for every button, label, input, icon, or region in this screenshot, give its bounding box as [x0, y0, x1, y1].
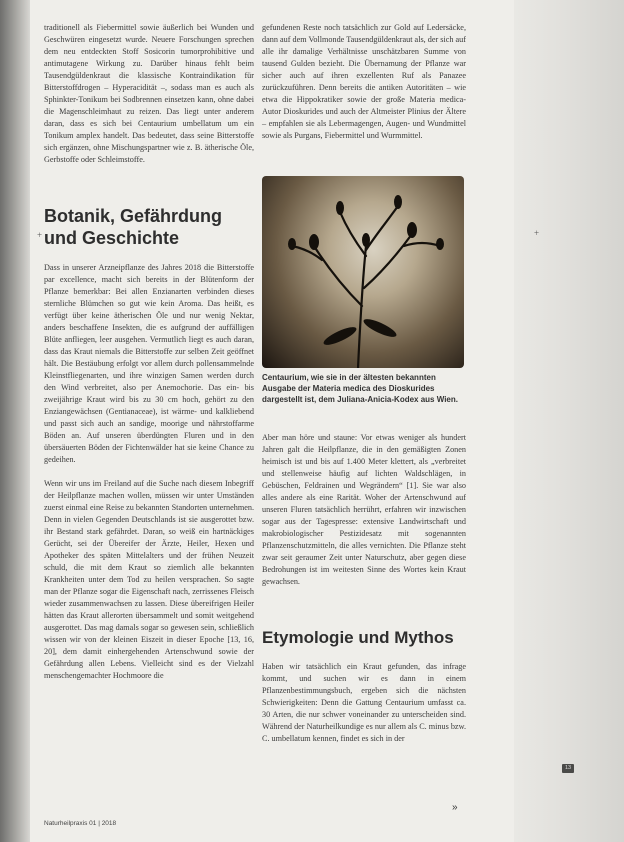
paragraph: Wenn wir uns im Freiland auf die Suche nach diesem Inbegriff der Heilpflanze machen wollen, müssen wir unter Umständen zuerst einmal eine Reise zu bekannten Standorten unternehmen. Denn in vielen Gegenden Deutschlands ist sie ausgerottet bzw. ihr Bestand stark gefährdet. Daran, so weiß ein hartnäckiges Gerücht, sei der Übereifer der Ärzte, Heiler, Hexen und Apotheker des späten Mittelalters und der frühen Neuzeit schuld, die mit dem Kraut so ziemlich alle bekannten Krankheiten unter dem Tod zu heilen versprachen. So sagte man der Pflanze sogar die Eigenschaft nach, zerrissenes Fleisch wieder zusammenwachsen zu lassen. Diese übereifrigen Heiler hätten das Kraut allerorten übersammelt und somit weitgehend ausgerottet. Das mag damals sogar so gewesen sein, schließlich wissen wir von der kleinen Eiszeit in dieser Epoche [13, 16, 20], dem damit einhergehenden Artenschwund sowie der Gefährdung allen Lebens. Vielleicht sind es der Vielzahl menschengemachter Hochmoore die: [44, 479, 254, 680]
paragraph: Aber man höre und staune: Vor etwas weniger als hundert Jahren galt die Heilpflanze, die in den gemäßigten Zonen heimisch ist und bis auf 1.400 Meter klettert, als „verbreitet und stellenweise häufig auf lichten Waldschlägen, in Gebüschen, Feldrainen und Wegrändern“ [1]. Sie war also alles andere als eine Rarität. Woher der Artenschwund auf unseren Fluren tatsächlich herrührt, erfahren wir inzwischen sogar aus der Tagespresse: extensive Landwirtschaft und makrobiologischer Pestizidesatz mit sogenannten Pflanzenschutzmitteln, die alles vernichten. Die Pflanze steht zwar seit geraumer Zeit unter Naturschutz, aber gegen diese Bedrohungen ist im weitesten Sinne des Wortes kein Kraut gewachsen.: [262, 433, 466, 586]
photo-caption: Centaurium, wie sie in der ältesten bekannten Ausgabe der Materia medica des Dioskurides dargestellt ist, dem Juliana-Anicia-Kodex aus Wien.: [262, 373, 458, 404]
continue-arrow-icon: »: [452, 802, 458, 813]
paragraph: Dass in unserer Arzneipflanze des Jahres 2018 die Bitterstoffe par excellence, macht sich bereits in der Blütenform der Pflanze bemerkbar: Bei allen Enzianarten verbinden dieses sternliche Blümchen so gut wie kein Aroma. Das heißt, es verfügt über keine ätherischen Öle und nur wenig Nektar, anders beschaffene Insekten, die es aufgrund der auffälligen Blüte anfliegen, leer ausgehen. Vermutlich liegt es auch daran, dass das Kraut niemals die Bitterstoffe zur selben Zeit geöffnet hält. Die Bestäubung erfolgt vor allem durch pollensammelnde Kleinstfliegenarten, und ihre winzigen Samen werden durch den Wind verbreitet, also per Anemochorie. Das ein- bis zweijährige Kraut wird bis zu 30 cm hoch, gehört zu den Enziangewächsen (Gentianaceae), ist wärme- und kalkliebend und passt sich auch an sandige, moorige und nährstoffarme Böden an. Auf unseren überdüngten Fluren und in den übersäuerten Böden der Fichtenwälder hat sie keine Chance zu gedeihen.: [44, 263, 254, 464]
footer-publication: Naturheilpraxis 01 | 2018: [44, 820, 117, 827]
page-number: 13: [562, 764, 574, 773]
text-column-right-top: [262, 22, 466, 154]
centaurium-photo: [262, 176, 464, 368]
text-column-right-bottom: [262, 661, 466, 757]
text-column-right-mid: [262, 432, 466, 600]
section-heading-etymologie: Etymologie und Mythos: [262, 628, 454, 647]
crop-mark-icon: +: [534, 228, 540, 238]
next-page-edge: [514, 0, 624, 842]
text-column-left-top: [44, 22, 254, 178]
plant-illustration-icon: [262, 176, 464, 368]
paragraph: gefundenen Reste noch tatsächlich zur Gold auf Ledersäcke, dann auf dem Vollmonde Tausendgüldenkraut als, der sich auf alle ihr damalige Verhältnisse unschätzbaren Summe von tausend Gulden bezieht. Die Übernamung der Pflanze war sicher auch auf ihren exzellenten Ruf als Panazee zurückzuführen. Denn bereits die antiken Autoritäten – wie etwa die Hippokratiker sowie der große Materia medica-Autor Dioskurides und auch der Altmeister Plinius der Ältere – empfahlen sie als Lebermagengen, Augen- und Wundmittel sowie als Purgans, Fiebermittel und Wurmmittel.: [262, 23, 466, 140]
paragraph: Haben wir tatsächlich ein Kraut gefunden, das infrage kommt, und suchen wir es dann in einem Pflanzenbestimmungsbuch, ergeben sich die nächsten Schwierigkeiten: Denn die Gattung Centaurium umfasst ca. 30 Arten, die nur schwer voneinander zu unterscheiden sind. Während der Naturheilkundige es nur allem als C. minus bzw. C. umbellatum kennen, findet es sich in der: [262, 662, 466, 743]
section-heading-botanik: Botanik, Gefährdung und Geschichte: [44, 206, 223, 248]
paragraph: traditionell als Fiebermittel sowie äußerlich bei Wunden und Geschwüren eingesetzt wurde. Neuere Forschungen sprechen dem neu entdeckten Stoff Sosicorin tumorprohibitive und antimutagene Wirkung zu. Darüber hinaus fehlt beim Tausendgüldenkraut die klassische Kontraindikation für Bitterstoffdrogen – Hyperacidität –, sodass man es auch als Sphinkter-Tonikum bei Sodbrennen einsetzen kann, ohne dabei die Magenschleimhaut zu reizen. Das liegt unter anderem daran, dass es sich bei Centaurium umbellatum um ein Tonikum amplex handelt. Das bedeutet, dass seine Bitterstoffe sich ergänzen, ohne Mischungspartner wie z. B. ätherische Öle, Gerbstoffe oder Schleimstoffe.: [44, 23, 254, 164]
crop-mark-icon: +: [37, 230, 43, 240]
text-column-left-main: [44, 262, 254, 694]
page-gutter-shadow: [0, 0, 30, 842]
